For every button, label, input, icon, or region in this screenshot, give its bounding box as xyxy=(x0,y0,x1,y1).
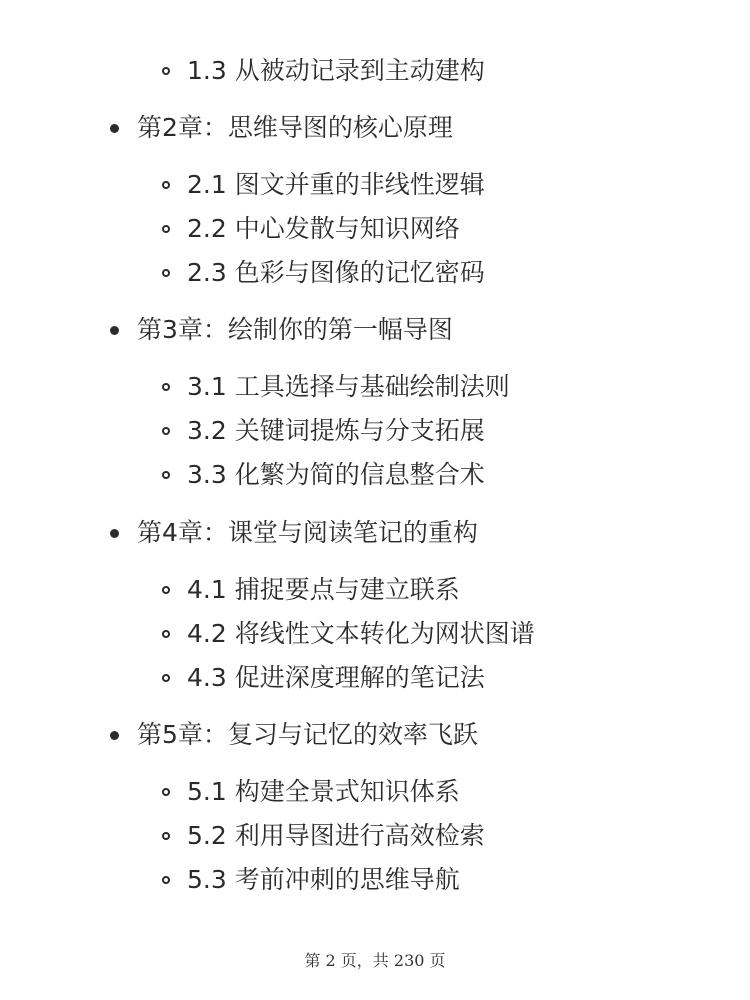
toc-section-item[interactable] xyxy=(162,414,485,448)
toc-section-item[interactable] xyxy=(162,458,485,492)
toc-section-item[interactable] xyxy=(162,168,485,202)
hollow-circle-bullet-icon xyxy=(162,383,170,391)
toc-item-text: 2.1 图文并重的非线性逻辑 xyxy=(187,170,485,199)
toc-item-text: 2.2 中心发散与知识网络 xyxy=(187,214,460,243)
toc-item-text: 4.1 捕捉要点与建立联系 xyxy=(187,575,460,604)
hollow-circle-bullet-icon xyxy=(162,67,170,75)
page-number-label: 第 2 页，共 230 页 xyxy=(304,951,446,970)
toc-item-text: 3.2 关键词提炼与分支拓展 xyxy=(187,416,485,445)
toc-item-text: 第4章：课堂与阅读笔记的重构 xyxy=(137,518,478,547)
toc-item-text: 第3章：绘制你的第一幅导图 xyxy=(137,315,453,344)
page-footer xyxy=(0,948,750,971)
toc-section-item[interactable] xyxy=(162,370,510,404)
hollow-circle-bullet-icon xyxy=(162,788,170,796)
toc-section-item[interactable] xyxy=(162,863,460,897)
filled-dot-bullet-icon xyxy=(110,124,119,133)
toc-item-text: 5.1 构建全景式知识体系 xyxy=(187,777,460,806)
hollow-circle-bullet-icon xyxy=(162,269,170,277)
toc-chapter-item[interactable] xyxy=(110,111,453,145)
toc-chapter-item[interactable] xyxy=(110,516,478,550)
hollow-circle-bullet-icon xyxy=(162,674,170,682)
toc-section-item[interactable] xyxy=(162,54,485,88)
toc-section-item[interactable] xyxy=(162,573,460,607)
toc-item-text: 3.3 化繁为简的信息整合术 xyxy=(187,460,485,489)
filled-dot-bullet-icon xyxy=(110,529,119,538)
toc-section-item[interactable] xyxy=(162,819,485,853)
toc-item-text: 第2章：思维导图的核心原理 xyxy=(137,113,453,142)
toc-item-text: 第5章：复习与记忆的效率飞跃 xyxy=(137,720,478,749)
hollow-circle-bullet-icon xyxy=(162,181,170,189)
toc-item-text: 4.2 将线性文本转化为网状图谱 xyxy=(187,619,535,648)
toc-section-item[interactable] xyxy=(162,617,535,651)
toc-item-text: 4.3 促进深度理解的笔记法 xyxy=(187,663,485,692)
toc-section-item[interactable] xyxy=(162,212,460,246)
hollow-circle-bullet-icon xyxy=(162,471,170,479)
toc-section-item[interactable] xyxy=(162,775,460,809)
toc-item-text: 3.1 工具选择与基础绘制法则 xyxy=(187,372,510,401)
hollow-circle-bullet-icon xyxy=(162,427,170,435)
hollow-circle-bullet-icon xyxy=(162,586,170,594)
toc-chapter-item[interactable] xyxy=(110,718,478,752)
hollow-circle-bullet-icon xyxy=(162,225,170,233)
toc-item-text: 2.3 色彩与图像的记忆密码 xyxy=(187,258,485,287)
filled-dot-bullet-icon xyxy=(110,326,119,335)
toc-item-text: 5.2 利用导图进行高效检索 xyxy=(187,821,485,850)
toc-item-text: 5.3 考前冲刺的思维导航 xyxy=(187,865,460,894)
hollow-circle-bullet-icon xyxy=(162,876,170,884)
hollow-circle-bullet-icon xyxy=(162,832,170,840)
filled-dot-bullet-icon xyxy=(110,731,119,740)
toc-section-item[interactable] xyxy=(162,256,485,290)
hollow-circle-bullet-icon xyxy=(162,630,170,638)
toc-section-item[interactable] xyxy=(162,661,485,695)
toc-chapter-item[interactable] xyxy=(110,313,453,347)
toc-item-text: 1.3 从被动记录到主动建构 xyxy=(187,56,485,85)
